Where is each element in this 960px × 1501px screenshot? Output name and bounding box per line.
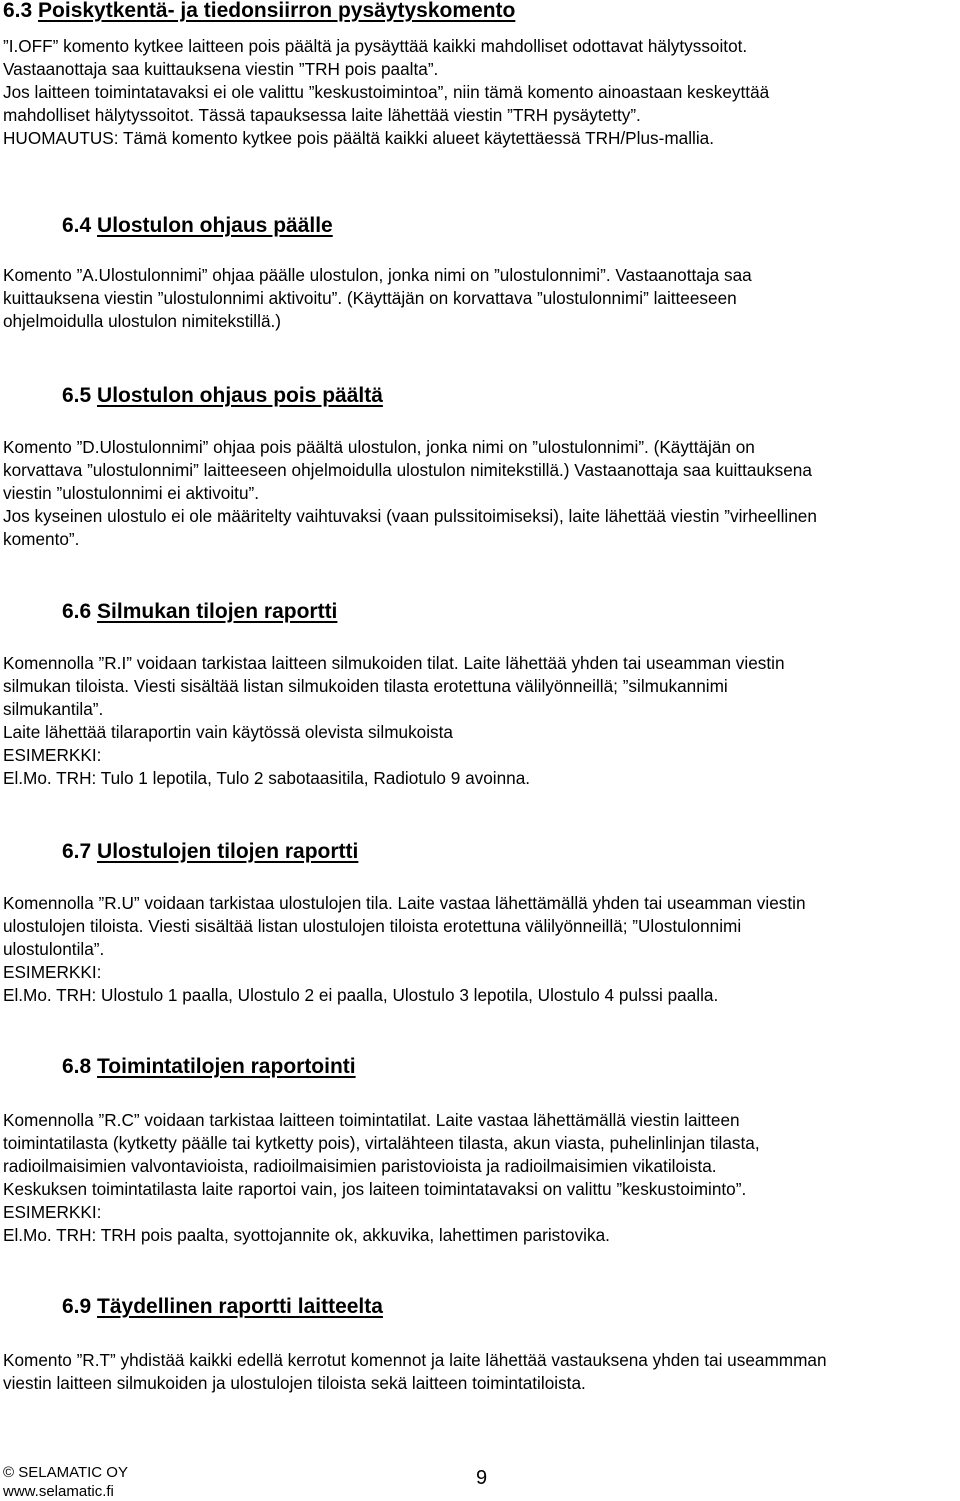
section-body-6-9 xyxy=(3,1349,958,1395)
text-line: ESIMERKKI: xyxy=(3,745,102,765)
text-line: El.Mo. TRH: Tulo 1 lepotila, Tulo 2 sabotaasitila, Radiotulo 9 avoinna. xyxy=(3,768,531,788)
text-line: viestin ”ulostulonnimi ei aktivoitu”. xyxy=(3,483,260,503)
text-line: mahdolliset hälytyssoitot. Tässä tapauksessa laite lähettää viestin ”TRH pysäytetty”. xyxy=(3,105,641,125)
text-line: silmukan tiloista. Viesti sisältää listan silmukoiden tilasta erotettuna välilyönneillä; ”silmukannimi xyxy=(3,676,728,696)
text-line: Komennolla ”R.C” voidaan tarkistaa laitteen toimintatilat. Laite vastaa lähettämällä viestin laitteen xyxy=(3,1110,740,1130)
text-line: Jos kyseinen ulostulo ei ole määritelty vaihtuvaksi (vaan pulssitoimiseksi), laite lähettää viestin ”virheellinen xyxy=(3,506,817,526)
text-line: viestin laitteen silmukoiden ja ulostulojen tiloista sekä laitteen toimintatiloista. xyxy=(3,1373,586,1393)
text-line: komento”. xyxy=(3,529,80,549)
section-heading-6-7 xyxy=(62,840,358,864)
section-number: 6.8 xyxy=(62,1055,98,1078)
text-line: radioilmaisimien valvontavioista, radioilmaisimien paristovioista ja radioilmaisimien vikatiloista. xyxy=(3,1156,717,1176)
section-title: Poiskytkentä- ja tiedonsiirron pysäytyskomento xyxy=(38,0,516,22)
text-line: HUOMAUTUS: Tämä komento kytkee pois päältä kaikki alueet käytettäessä TRH/Plus-mallia. xyxy=(3,128,715,148)
section-heading-6-3 xyxy=(3,0,515,23)
text-line: toimintatilasta (kytketty päälle tai kytketty pois), virtalähteen tilasta, akun viasta, puhelinlinjan tilasta, xyxy=(3,1133,760,1153)
section-body-6-8 xyxy=(3,1109,958,1247)
text-line: Komennolla ”R.I” voidaan tarkistaa laitteen silmukoiden tilat. Laite lähettää yhden tai useamman viestin xyxy=(3,653,785,673)
section-heading-6-5 xyxy=(62,384,383,408)
text-line: kuittauksena viestin ”ulostulonnimi aktivoitu”. (Käyttäjän on korvattava ”ulostulonnimi” laitteeseen xyxy=(3,288,737,308)
section-title: Ulostulon ohjaus pois päältä xyxy=(97,384,383,407)
text-line: Vastaanottaja saa kuittauksena viestin ”TRH pois paalta”. xyxy=(3,59,439,79)
text-line: El.Mo. TRH: Ulostulo 1 paalla, Ulostulo 2 ei paalla, Ulostulo 3 lepotila, Ulostulo 4 pulssi paalla. xyxy=(3,985,719,1005)
text-line: Komento ”R.T” yhdistää kaikki edellä kerrotut komennot ja laite lähettää vastauksena yhden tai useammman xyxy=(3,1350,827,1370)
section-title: Ulostulojen tilojen raportti xyxy=(97,840,359,863)
section-number: 6.6 xyxy=(62,600,98,623)
footer-copyright: © SELAMATIC OY xyxy=(3,1464,128,1481)
section-body-6-7 xyxy=(3,892,958,1007)
section-body-6-5 xyxy=(3,436,958,551)
section-heading-6-9 xyxy=(62,1295,383,1319)
section-body-6-3 xyxy=(3,35,958,150)
text-line: korvattava ”ulostulonnimi” laitteeseen ohjelmoidulla ulostulon nimitekstillä.) Vastaanottaja saa kuittauksena xyxy=(3,460,812,480)
text-line: El.Mo. TRH: TRH pois paalta, syottojannite ok, akkuvika, lahettimen paristovika. xyxy=(3,1225,610,1245)
section-number: 6.4 xyxy=(62,214,98,237)
text-line: ”I.OFF” komento kytkee laitteen pois päältä ja pysäyttää kaikki mahdolliset odottavat hälytyssoitot. xyxy=(3,36,748,56)
section-body-6-4 xyxy=(3,264,958,333)
section-number: 6.9 xyxy=(62,1295,98,1318)
text-line: silmukantila”. xyxy=(3,699,104,719)
text-line: Laite lähettää tilaraportin vain käytössä olevista silmukoista xyxy=(3,722,453,742)
text-line: ulostulojen tiloista. Viesti sisältää listan ulostulojen tiloista erotettuna välilyönneillä; ”Ulostulonnimi xyxy=(3,916,742,936)
footer-url: www.selamatic.fi xyxy=(3,1483,114,1500)
text-line: Komennolla ”R.U” voidaan tarkistaa ulostulojen tila. Laite vastaa lähettämällä yhden tai useamman viestin xyxy=(3,893,806,913)
section-number: 6.5 xyxy=(62,384,98,407)
page-number: 9 xyxy=(476,1467,488,1489)
text-line: Komento ”A.Ulostulonnimi” ohjaa päälle ulostulon, jonka nimi on ”ulostulonnimi”. Vastaanottaja saa xyxy=(3,265,752,285)
section-heading-6-8 xyxy=(62,1055,356,1079)
text-line: ESIMERKKI: xyxy=(3,962,102,982)
section-title: Toimintatilojen raportointi xyxy=(97,1055,356,1078)
section-number: 6.7 xyxy=(62,840,98,863)
section-heading-6-4 xyxy=(62,214,333,238)
text-line: Keskuksen toimintatilasta laite raportoi vain, jos laiteen toimintatavaksi on valittu ”keskustoiminto”. xyxy=(3,1179,747,1199)
section-heading-6-6 xyxy=(62,600,337,624)
text-line: ohjelmoidulla ulostulon nimitekstillä.) xyxy=(3,311,281,331)
section-title: Täydellinen raportti laitteelta xyxy=(97,1295,383,1318)
text-line: Jos laitteen toimintatavaksi ei ole valittu ”keskustoimintoa”, niin tämä komento ainoastaan keskeyttää xyxy=(3,82,770,102)
section-body-6-6 xyxy=(3,652,958,790)
footer-company xyxy=(3,1463,128,1501)
text-line: ESIMERKKI: xyxy=(3,1202,102,1222)
section-number: 6.3 xyxy=(3,0,39,22)
section-title: Ulostulon ohjaus päälle xyxy=(97,214,333,237)
section-title: Silmukan tilojen raportti xyxy=(97,600,338,623)
text-line: Komento ”D.Ulostulonnimi” ohjaa pois päältä ulostulon, jonka nimi on ”ulostulonnimi”. (Käyttäjän on xyxy=(3,437,755,457)
text-line: ulostulontila”. xyxy=(3,939,105,959)
